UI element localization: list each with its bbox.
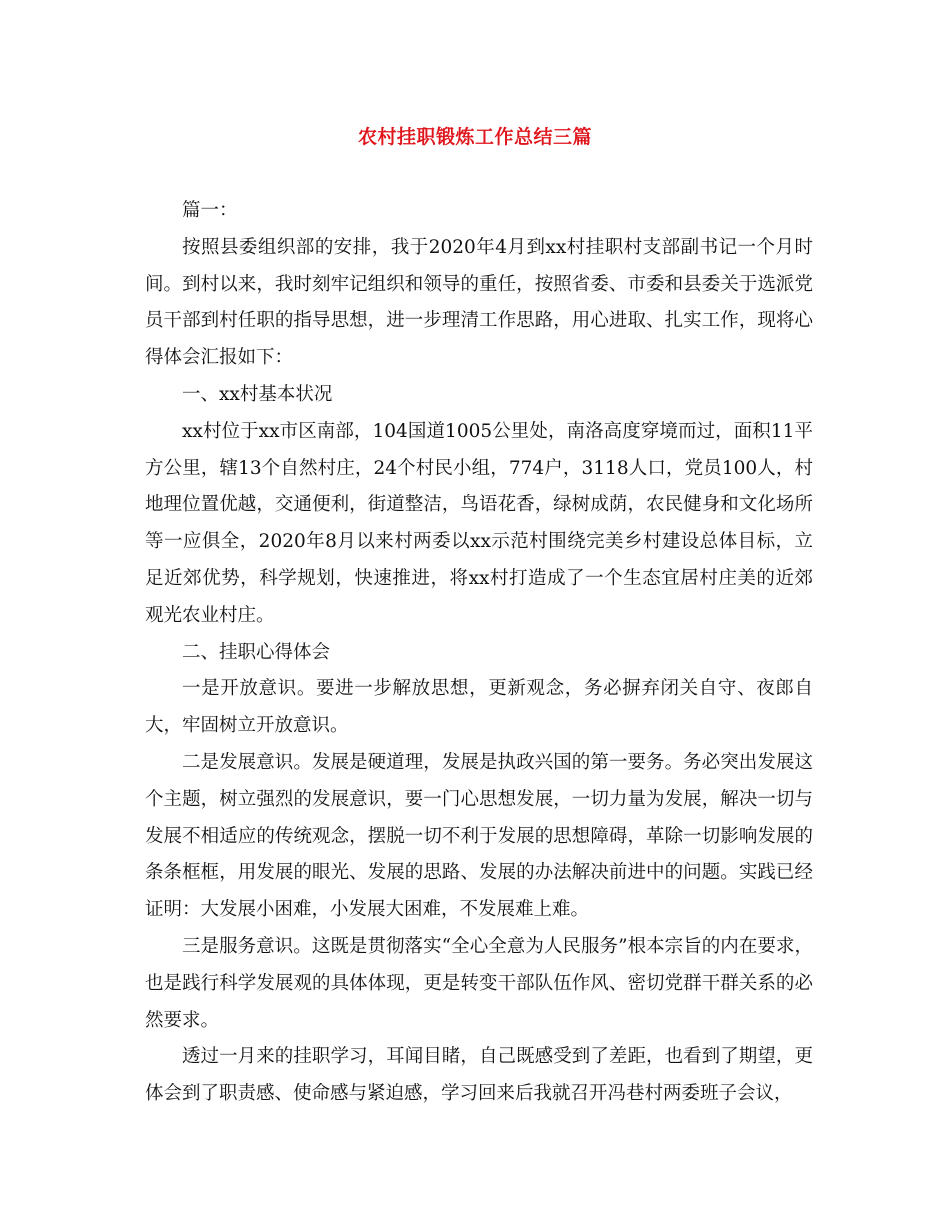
document-body — [145, 193, 813, 1113]
paragraph-intro: 按照县委组织部的安排，我于2020年4月到xx村挂职村支部副书记一个月时间。到村以来，我时刻牢记组织和领导的重任，按照省委、市委和县委关于选派党员干部到村任职的指导思想，进一步理清工作思路，用心进取、扎实工作，现将心得体会汇报如下： — [145, 236, 813, 369]
paragraph-development-awareness: 二是发展意识。发展是硬道理，发展是执政兴国的第一要务。务必突出发展这个主题，树立强烈的发展意识，要一门心思想发展，一切力量为发展，解决一切与发展不相适应的传统观念，摆脱一切不利于发展的思想障碍，革除一切影响发展的条条框框，用发展的眼光、发展的思路、发展的办法解决前进中的问题。实践已经证明：大发展小困难，小发展大困难，不发展难上难。 — [145, 751, 813, 921]
document-title: 农村挂职锻炼工作总结三篇 — [357, 126, 592, 148]
paragraph-village-description: xx村位于xx市区南部，104国道1005公里处，南洛高度穿境而过，面积11平方公里，辖13个自然村庄，24个村民小组，774户，3118人口，党员100人，村地理位置优越，交通便利，街道整洁，鸟语花香，绿树成荫，农民健身和文化场所等一应俱全，2020年8月以来村两委以xx示范村围绕完美乡村建设总体目标，立足近郊优势，科学规划，快速推进，将xx村打造成了一个生态宜居村庄美的近郊观光农业村庄。 — [145, 420, 813, 626]
section-heading-village-status: 一、xx村基本状况 — [182, 383, 333, 405]
section-heading-experience: 二、挂职心得体会 — [182, 641, 331, 663]
paragraph-service-awareness: 三是服务意识。这既是贯彻落实“全心全意为人民服务”根本宗旨的内在要求，也是践行科学发展观的具体体现，更是转变干部队伍作风、密切党群干群关系的必然要求。 — [145, 935, 813, 1031]
paragraph-conclusion: 透过一月来的挂职学习，耳闻目睹，自己既感受到了差距，也看到了期望，更体会到了职责感、使命感与紧迫感，学习回来后我就召开冯巷村两委班子会议， — [145, 1046, 813, 1105]
paragraph-open-awareness: 一是开放意识。要进一步解放思想，更新观念，务必摒弃闭关自守、夜郎自大，牢固树立开放意识。 — [145, 678, 813, 737]
paragraph-heading-part-one: 篇一： — [182, 200, 238, 221]
